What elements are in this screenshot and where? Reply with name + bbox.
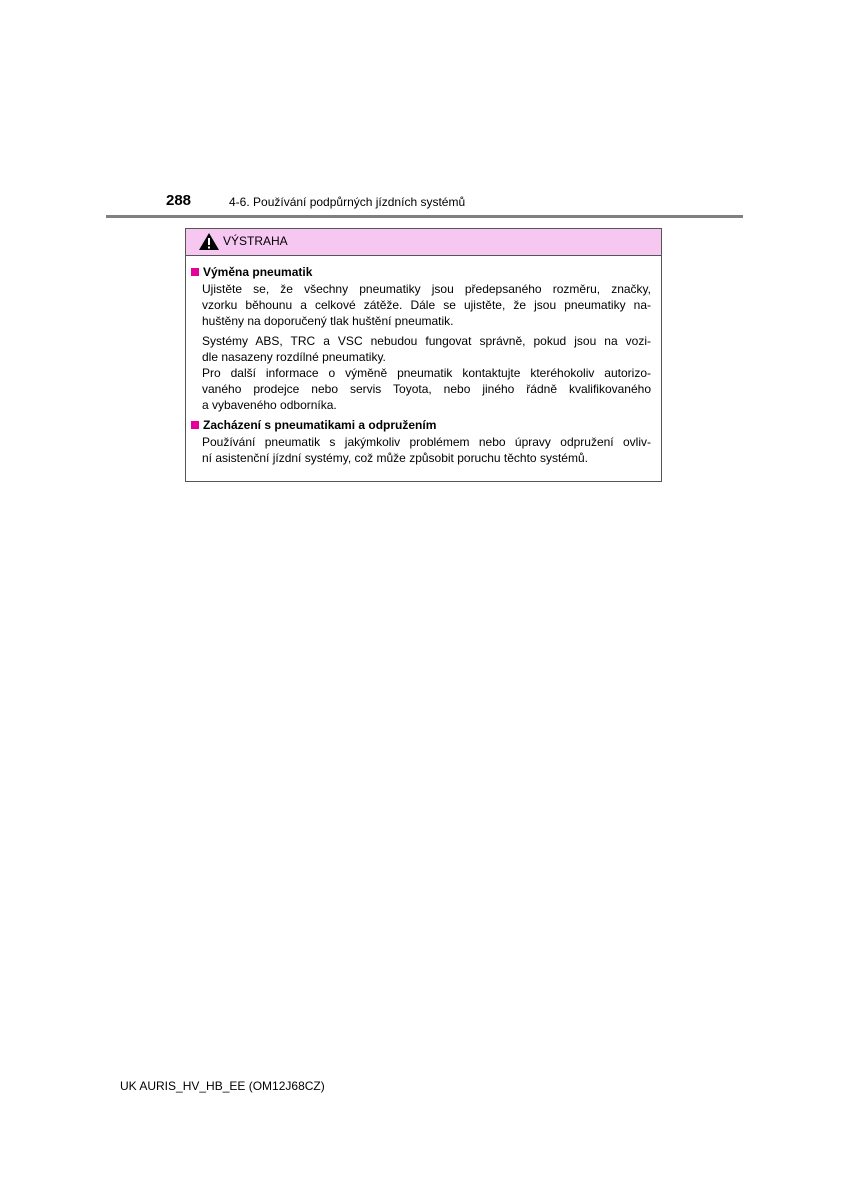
warning-body bbox=[186, 256, 661, 466]
header-rule bbox=[106, 215, 743, 218]
warning-header bbox=[186, 229, 661, 256]
item-paragraph bbox=[189, 281, 651, 329]
text-line: Ujistěte se, že všechny pneumatiky jsou předepsaného rozměru, značky, bbox=[202, 282, 651, 296]
bullet-square-icon bbox=[191, 421, 199, 429]
text-line: a vybaveného odborníka. bbox=[202, 398, 337, 412]
text-line: dle nasazeny rozdílné pneumatiky. bbox=[202, 350, 386, 364]
text-line: vaného prodejce nebo servis Toyota, nebo jiného řádně kvalifikovaného bbox=[202, 382, 651, 396]
text-line: huštěny na doporučený tlak huštění pneumatik. bbox=[202, 314, 454, 328]
warning-triangle-icon bbox=[198, 232, 220, 251]
item-heading-tire-handling bbox=[189, 417, 651, 433]
item-paragraph bbox=[189, 333, 651, 413]
text-line: vzorku běhounu a celkové zátěže. Dále se ujistěte, že jsou pneumatiky na- bbox=[202, 298, 651, 312]
footer-code: UK AURIS_HV_HB_EE (OM12J68CZ) bbox=[120, 1079, 325, 1093]
section-title: 4-6. Používání podpůrných jízdních systémů bbox=[229, 195, 466, 209]
warning-box bbox=[185, 228, 662, 482]
text-line: Systémy ABS, TRC a VSC nebudou fungovat správně, pokud jsou na vozi- bbox=[202, 334, 651, 348]
bullet-square-icon bbox=[191, 268, 199, 276]
page-number: 288 bbox=[166, 192, 192, 209]
text-line: Používání pneumatik s jakýmkoliv problémem nebo úpravy odpružení ovliv- bbox=[202, 435, 651, 449]
item-heading-tire-replacement bbox=[189, 264, 651, 280]
item-heading-text: Výměna pneumatik bbox=[203, 265, 313, 279]
item-paragraph bbox=[189, 434, 651, 466]
text-line: Pro další informace o výměně pneumatik kontaktujte kteréhokoliv autorizo- bbox=[202, 366, 651, 380]
text-line: ní asistenční jízdní systémy, což může způsobit poruchu těchto systémů. bbox=[202, 451, 588, 465]
warning-label: VÝSTRAHA bbox=[223, 234, 288, 248]
item-heading-text: Zacházení s pneumatikami a odpružením bbox=[203, 418, 437, 432]
